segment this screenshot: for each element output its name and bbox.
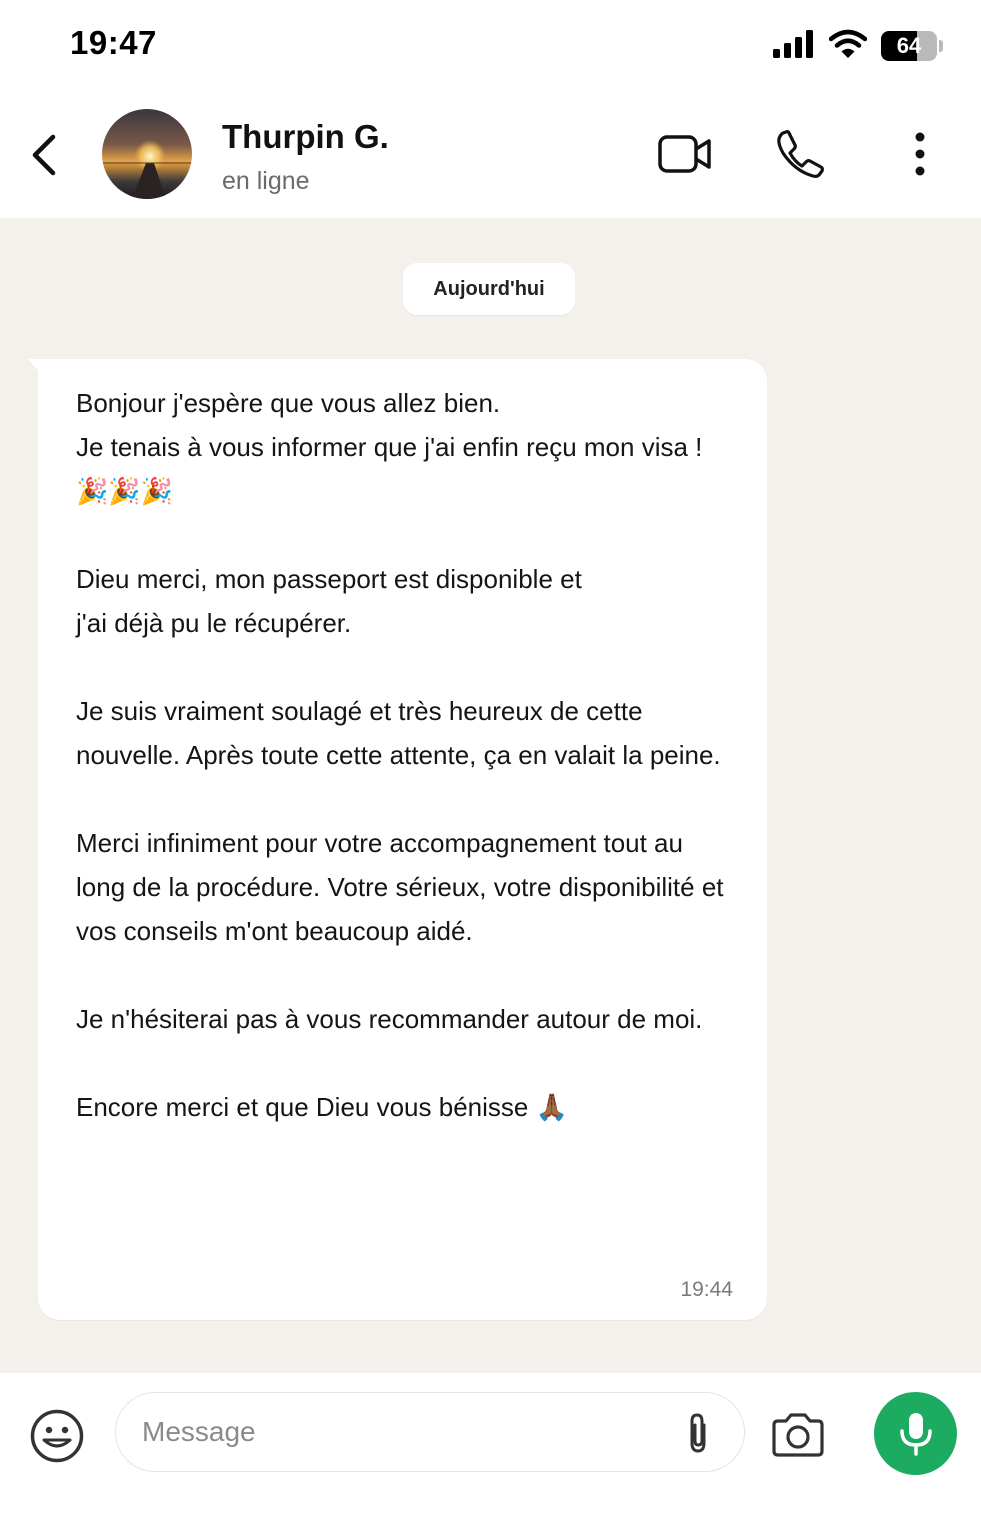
emoji-button[interactable] (28, 1407, 86, 1465)
status-bar (0, 0, 981, 90)
status-icons (773, 28, 943, 64)
chat-area[interactable] (0, 218, 981, 1373)
microphone-icon (896, 1411, 936, 1457)
attachment-icon (684, 1411, 712, 1455)
message-text: Bonjour j'espère que vous allez bien. Je tenais à vous informer que j'ai enfin reçu mon visa ! 🎉🎉🎉 Dieu merci, mon passeport est disponible et j'ai déjà pu le récupérer. Je suis vraiment soulagé et très heureux de cette nouvelle. Après toute cette attente, ça en valait la peine. Merci infiniment pour votre accompagnement tout au long de la procédure. Votre sérieux, votre disponibilité et vos conseils m'ont beaucoup aidé. Je n'hésiterai pas à vous recommander autour de moi. Encore merci et que Dieu vous bénisse 🙏🏾 (76, 388, 724, 1122)
avatar[interactable] (102, 109, 192, 199)
more-options-button[interactable] (890, 126, 950, 182)
input-bar (0, 1373, 981, 1536)
back-arrow-icon (29, 133, 59, 177)
message-input[interactable] (142, 1393, 662, 1470)
emoji-icon (29, 1408, 85, 1464)
video-call-icon (657, 134, 713, 174)
back-button[interactable] (22, 130, 66, 180)
attach-button[interactable] (678, 1410, 718, 1456)
more-options-icon (913, 132, 927, 176)
wifi-icon (829, 29, 867, 64)
camera-icon (770, 1411, 826, 1459)
incoming-message-bubble[interactable] (38, 359, 767, 1320)
signal-icon (773, 30, 815, 63)
contact-name[interactable]: Thurpin G. (222, 118, 389, 155)
message-input-container (115, 1392, 745, 1472)
message-time: 19:44 (680, 1278, 733, 1301)
video-call-button[interactable] (655, 126, 715, 182)
battery-level: 64 (896, 33, 922, 58)
battery-cap (939, 40, 943, 52)
voice-message-button[interactable] (874, 1392, 957, 1475)
phone-icon (775, 129, 825, 179)
voice-call-button[interactable] (770, 126, 830, 182)
date-separator: Aujourd'hui (403, 263, 575, 315)
chat-header (0, 90, 981, 218)
camera-button[interactable] (770, 1407, 826, 1463)
status-time: 19:47 (70, 24, 157, 61)
battery-icon (881, 31, 937, 61)
contact-status: en ligne (222, 167, 310, 195)
